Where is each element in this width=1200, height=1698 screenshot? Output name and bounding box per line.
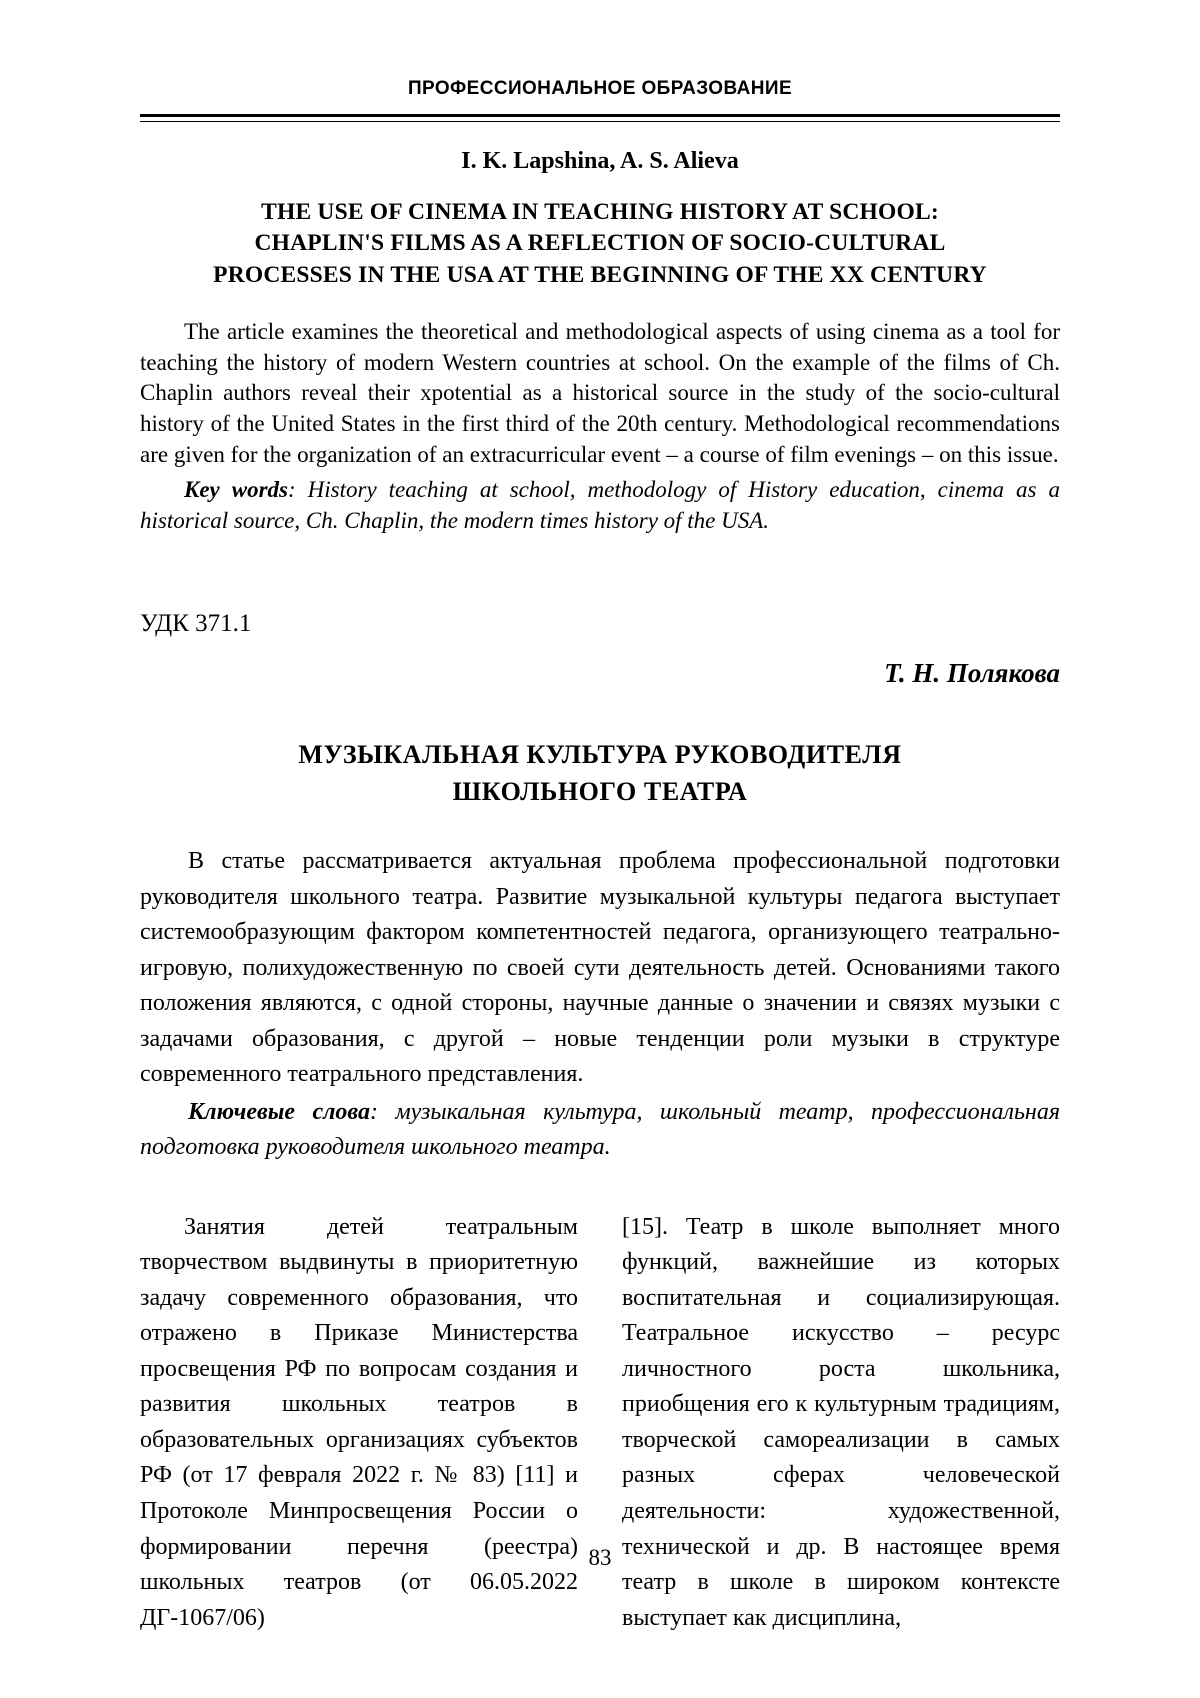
body-column-right: [622, 1210, 1060, 1636]
keywords-russian-text: : музыкальная культура, школьный театр, профессиональная подготовка руководителя школьного театра.: [140, 1098, 1060, 1161]
keywords-english: [140, 475, 1060, 537]
body-columns: [140, 1210, 1060, 1636]
page-content: [140, 78, 1060, 1636]
title-english-line-2: CHAPLIN'S FILMS AS A REFLECTION OF SOCIO-CULTURAL: [254, 230, 946, 257]
title-english-line-3: PROCESSES IN THE USA AT THE BEGINNING OF THE XX CENTURY: [213, 261, 987, 288]
running-head: ПРОФЕССИОНАЛЬНОЕ ОБРАЗОВАНИЕ: [407, 78, 793, 99]
title-english: [140, 197, 1060, 291]
body-paragraph-right: [15]. Театр в школе выполняет много функций, важнейшие из которых воспитательная и социализирующая. Театральное искусство – ресурс личностного роста школьника, приобщения его к культурным традициям, творческой самореализации в самых разных сферах человеческой деятельности: художественной, технической и др. В настоящее время театр в школе в широком контексте выступает как дисциплина,: [622, 1213, 1060, 1631]
body-column-left: [140, 1210, 578, 1636]
title-english-line-1: THE USE OF CINEMA IN TEACHING HISTORY AT SCHOOL:: [261, 199, 939, 225]
abstract-russian: В статье рассматривается актуальная проблема профессиональной подготовки руководителя школьного театра. Развитие музыкальной культуры педагога выступает системообразующим фактором компетентностей педагога, организующего театрально-игровую, полихудожественную по своей сути деятельность детей. Основаниями такого положения являются, с одной стороны, научные данные о значении и связях музыки с задачами образования, с другой – новые тенденции роли музыки в структуре современного театрального представления.: [140, 848, 1060, 1088]
authors-english: I. K. Lapshina, A. S. Alieva: [461, 148, 739, 174]
udk-code: УДК 371.1: [140, 610, 252, 638]
keywords-english-label: Key words: [184, 476, 288, 502]
title-russian-line-2: ШКОЛЬНОГО ТЕАТРА: [452, 776, 748, 806]
keywords-russian-label: Ключевые слова: [188, 1098, 370, 1125]
abstract-english: The article examines the theoretical and methodological aspects of using cinema as a tool for teaching the history of modern Western countries at school. On the example of the films of Ch. Chaplin authors reveal their xpotential as a historical source in the study of the socio-cultural history of the United States in the first third of the 20th century. Methodological recommendations are given for the organization of an extracurricular event – a course of film evenings – on this issue.: [140, 318, 1060, 467]
body-paragraph-left: Занятия детей театральным творчеством выдвинуты в приоритетную задачу современного образования, что отражено в Приказе Министерства просвещения РФ по вопросам создания и развития школьных театров в образовательных организациях субъектов РФ (от 17 февраля 2022 г. № 83) [11] и Протоколе Минпросвещения России о формировании перечня (реестра) школьных театров (от 06.05.2022 ДГ-1067/06): [140, 1213, 578, 1631]
title-russian-line-1: МУЗЫКАЛЬНАЯ КУЛЬТУРА РУКОВОДИТЕЛЯ: [298, 740, 902, 770]
title-russian: [140, 737, 1060, 810]
page-number: 83: [588, 1545, 612, 1570]
header-divider: [140, 114, 1060, 122]
keywords-russian: [140, 1095, 1060, 1166]
keywords-english-text: : History teaching at school, methodology of History education, cinema as a historical source, Ch. Chaplin, the modern times history of the USA.: [140, 476, 1061, 533]
author-russian: Т. Н. Полякова: [884, 658, 1060, 689]
